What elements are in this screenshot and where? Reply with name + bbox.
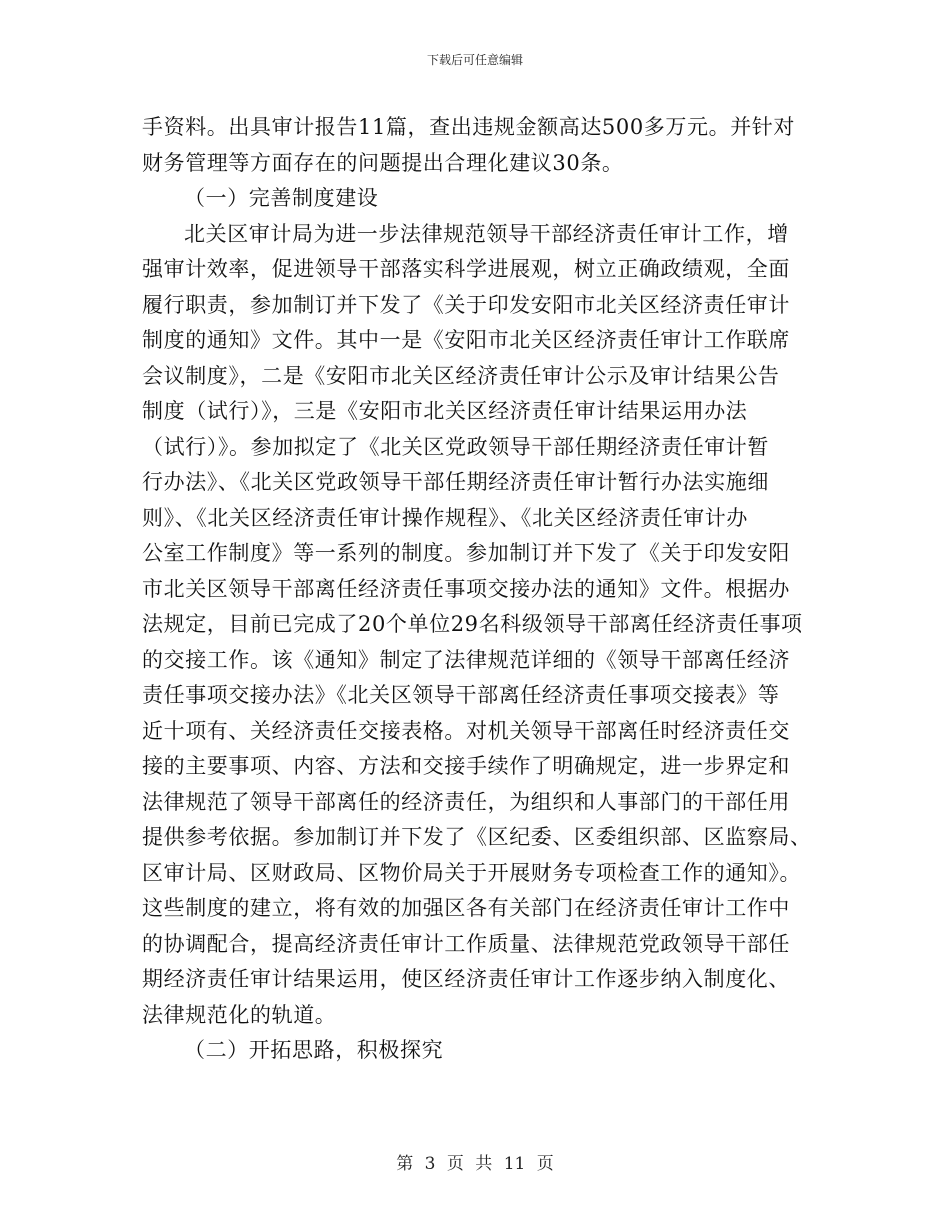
section-heading: （二）开拓思路，积极探究 bbox=[184, 1038, 444, 1062]
body-line: 法律规范了领导干部离任的经济责任，为组织和人事部门的干部任用 bbox=[142, 789, 790, 814]
body-line: 则》、《北关区经济责任审计操作规程》、《北关区经济责任审计办 bbox=[142, 505, 748, 530]
body-line: 法律规范化的轨道。 bbox=[142, 1002, 337, 1027]
body-line: 强审计效率，促进领导干部落实科学进展观，树立正确政绩观，全面 bbox=[142, 257, 790, 281]
body-line: 行办法》、《北关区党政领导干部任期经济责任审计暂行办法实施细 bbox=[142, 470, 769, 494]
body-line: 制度（试行）》，三是《安阳市北关区经济责任审计结果运用办法 bbox=[142, 399, 748, 423]
body-line: 市北关区领导干部离任经济责任事项交接办法的通知》文件。根据办 bbox=[142, 576, 790, 601]
body-line: 这些制度的建立，将有效的加强区各有关部门在经济责任审计工作中 bbox=[142, 896, 790, 920]
body-line: 接的主要事项、内容、方法和交接手续作了明确规定，进一步界定和 bbox=[142, 754, 790, 778]
page-number: 第 3 页 共 11 页 bbox=[396, 1154, 554, 1174]
body-line: 区审计局、区财政局、区物价局关于开展财务专项检查工作的通知》。 bbox=[142, 860, 802, 885]
body-line: 的交接工作。该《通知》制定了法律规范详细的《领导干部离任经济 bbox=[142, 647, 790, 672]
body-line: （试行）》。参加拟定了《北关区党政领导干部任期经济责任审计暂 bbox=[142, 434, 769, 459]
page-header: 下载后可任意编辑 bbox=[426, 53, 523, 67]
body-line: 会议制度》，二是《安阳市北关区经济责任审计公示及审计结果公告 bbox=[142, 363, 780, 388]
section-heading: （一）完善制度建设 bbox=[184, 186, 379, 210]
body-line: 期经济责任审计结果运用，使区经济责任审计工作逐步纳入制度化、 bbox=[142, 967, 790, 991]
body-line: 手资料。出具审计报告11篇，查出违规金额高达500多万元。并针对 bbox=[142, 115, 796, 139]
body-line: 的协调配合，提高经济责任审计工作质量、法律规范党政领导干部任 bbox=[142, 931, 790, 956]
body-line: 提供参考依据。参加制订并下发了《区纪委、区委组织部、区监察局、 bbox=[142, 825, 812, 849]
document-body bbox=[142, 110, 817, 1069]
body-line: 履行职责，参加制订并下发了《关于印发安阳市北关区经济责任审计 bbox=[142, 292, 790, 317]
body-line: 责任事项交接办法》《北关区领导干部离任经济责任事项交接表》等 bbox=[142, 683, 780, 707]
body-line: 法规定，目前已完成了20个单位29名科级领导干部离任经济责任事项 bbox=[142, 612, 803, 636]
body-line: 制度的通知》文件。其中一是《安阳市北关区经济责任审计工作联席 bbox=[142, 328, 790, 352]
body-line: 财务管理等方面存在的问题提出合理化建议30条。 bbox=[142, 150, 624, 175]
body-line: 公室工作制度》等一系列的制度。参加制订并下发了《关于印发安阳 bbox=[142, 541, 790, 565]
paragraph-first-line: 北关区审计局为进一步法律规范领导干部经济责任审计工作，增 bbox=[184, 221, 789, 246]
body-line: 近十项有、关经济责任交接表格。对机关领导干部离任时经济责任交 bbox=[142, 718, 790, 743]
